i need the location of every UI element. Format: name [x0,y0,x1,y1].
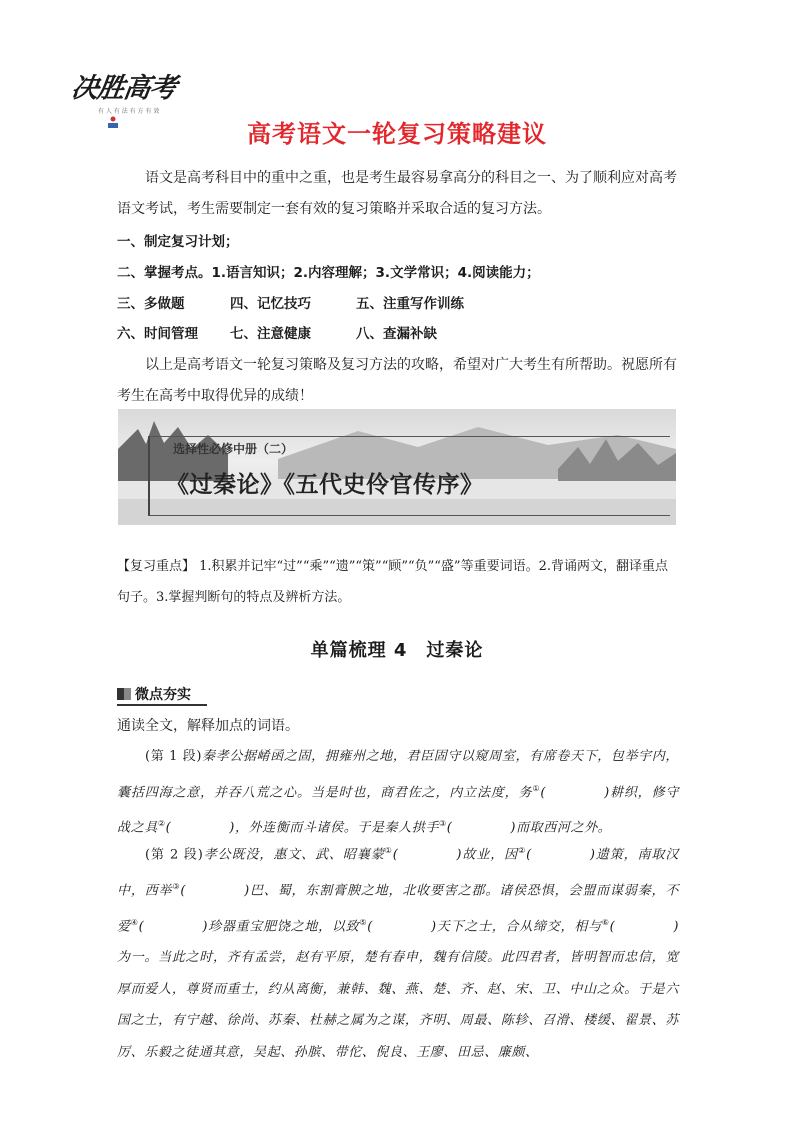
blank-close: ) [673,918,679,934]
blank-open: ( [138,918,145,934]
logo-subtitle: 有 人 有 法 有 方 有 效 [98,108,160,115]
passage-text: 巴、蜀，东割膏腴之地，北收要害之郡。诸侯恐惧，会盟而谋弱秦，不爱 [117,883,679,934]
blank-open: ( [446,820,453,836]
point-2: 二、掌握考点。1.语言知识；2.内容理解；3.文学常识；4.阅读能力； [117,265,540,281]
blank-marker: ② [157,819,166,829]
blank-marker: ③ [438,819,447,829]
instruction: 通读全文，解释加点的词语。 [117,718,299,734]
passage-text: 为一。当此之时，齐有孟尝，赵有平原，楚有春申，魏有信陵。此四君者，皆明智而忠信，宽厚而爱人，尊贤而重士，约从离衡，兼韩、魏、燕、楚、齐、赵、宋、卫、中山之众。于是六国之士，有宁越、徐尚、苏秦、杜赫之属为之谋，齐明、周最、陈轸、召滑、楼缓、翟景、苏厉、乐毅之徒通其意，吴起、孙膑、带佗、倪良、王廖、田忌、廉颇、 [117,950,679,1060]
paragraph-label: (第 1 段) [145,749,203,764]
passage-text: 故业，因 [462,847,519,863]
point-7: 七、注意健康 [230,326,311,342]
blank-open: ( [540,784,547,800]
blank-marker: ⑥ [601,917,610,927]
blank-open: ( [165,820,172,836]
intro-paragraph: 语文是高考科目中的重中之重，也是考生最容易拿高分的科目之一、为了顺利应对高考语文考试，考生需要制定一套有效的复习策略并采取合适的复习方法。 [117,170,677,217]
passage-text: 耕织，修守战之具 [117,784,679,836]
section-title: 单篇梳理 4 过秦论 [310,640,484,661]
page-title: 高考语文一轮复习策略建议 [247,120,547,148]
blank-open: ( [392,847,399,863]
banner-subtitle: 选择性必修中册（二） [173,442,294,456]
point-5: 五、注重写作训练 [356,296,464,312]
paragraph-label: (第 2 段) [145,847,204,863]
blank-close: ) [510,820,517,836]
point-8: 八、查漏补缺 [356,326,437,342]
review-focus: 【复习重点】 1.积累并记牢“过”“乘”“遗”“策”“顾”“负”“盛”等重要词语。2.背诵两文，翻译重点句子。3.掌握判断句的特点及辨析方法。 [117,559,668,605]
passage-text: 天下之士，合从缔交，相与 [436,918,602,934]
logo-text: 决胜高考 [69,73,178,104]
passage-text: 秦孝公据崤函之固，拥雍州之地，君臣固守以窥周室，有席卷天下，包举宇内，囊括四海之意，并吞八荒之心。当是时也，商君佐之，内立法度，务 [117,749,679,800]
blank-close: ) [604,784,610,800]
section-badge [117,683,191,705]
point-1: 一、制定复习计划； [117,234,239,250]
blank-close: ) [229,820,235,836]
badge-underline [117,704,207,706]
blank-marker: ① [532,783,541,793]
banner-title: 《过秦论》《五代史伶官传序》 [166,472,484,498]
blank-marker: ① [384,846,393,855]
blank-open: ( [526,847,532,863]
passage-text: 珍器重宝肥饶之地，以致 [208,918,360,934]
badge-bars-icon [117,688,131,700]
blank-open: ( [367,918,373,934]
blank-marker: ⑤ [359,917,368,927]
passage-text: 孝公既没，惠文、武、昭襄蒙 [203,847,385,863]
closing-paragraph: 以上是高考语文一轮复习策略及复习方法的攻略，希望对广大考生有所帮助。祝愿所有考生在高考中取得优异的成绩！ [117,357,677,404]
point-4: 四、记忆技巧 [230,296,311,312]
blank-close: ) [244,883,250,899]
blank-close: ) [202,918,209,934]
blank-marker: ③ [172,881,181,891]
passage-text: ，外连衡而斗诸侯。于是秦人拱手 [234,820,439,836]
blank-open: ( [180,883,187,899]
passage-text: 而取西河之外。 [516,820,612,836]
point-6: 六、时间管理 [117,326,198,342]
blank-marker: ② [518,846,527,855]
blank-close: ) [456,847,463,863]
blank-marker: ④ [130,917,139,927]
passage-paragraph-1 [117,741,679,844]
passage-paragraph-2 [117,835,679,1068]
blank-close: ) [589,847,596,863]
points-row-4 [117,322,437,342]
point-3: 三、多做题 [117,296,185,312]
badge-label: 微点夯实 [135,687,191,703]
blank-close: ) [430,918,437,934]
blank-open: ( [609,918,616,934]
points-row-3 [117,292,464,312]
passage-text: 遗策，南取汉中，西举 [117,847,679,899]
